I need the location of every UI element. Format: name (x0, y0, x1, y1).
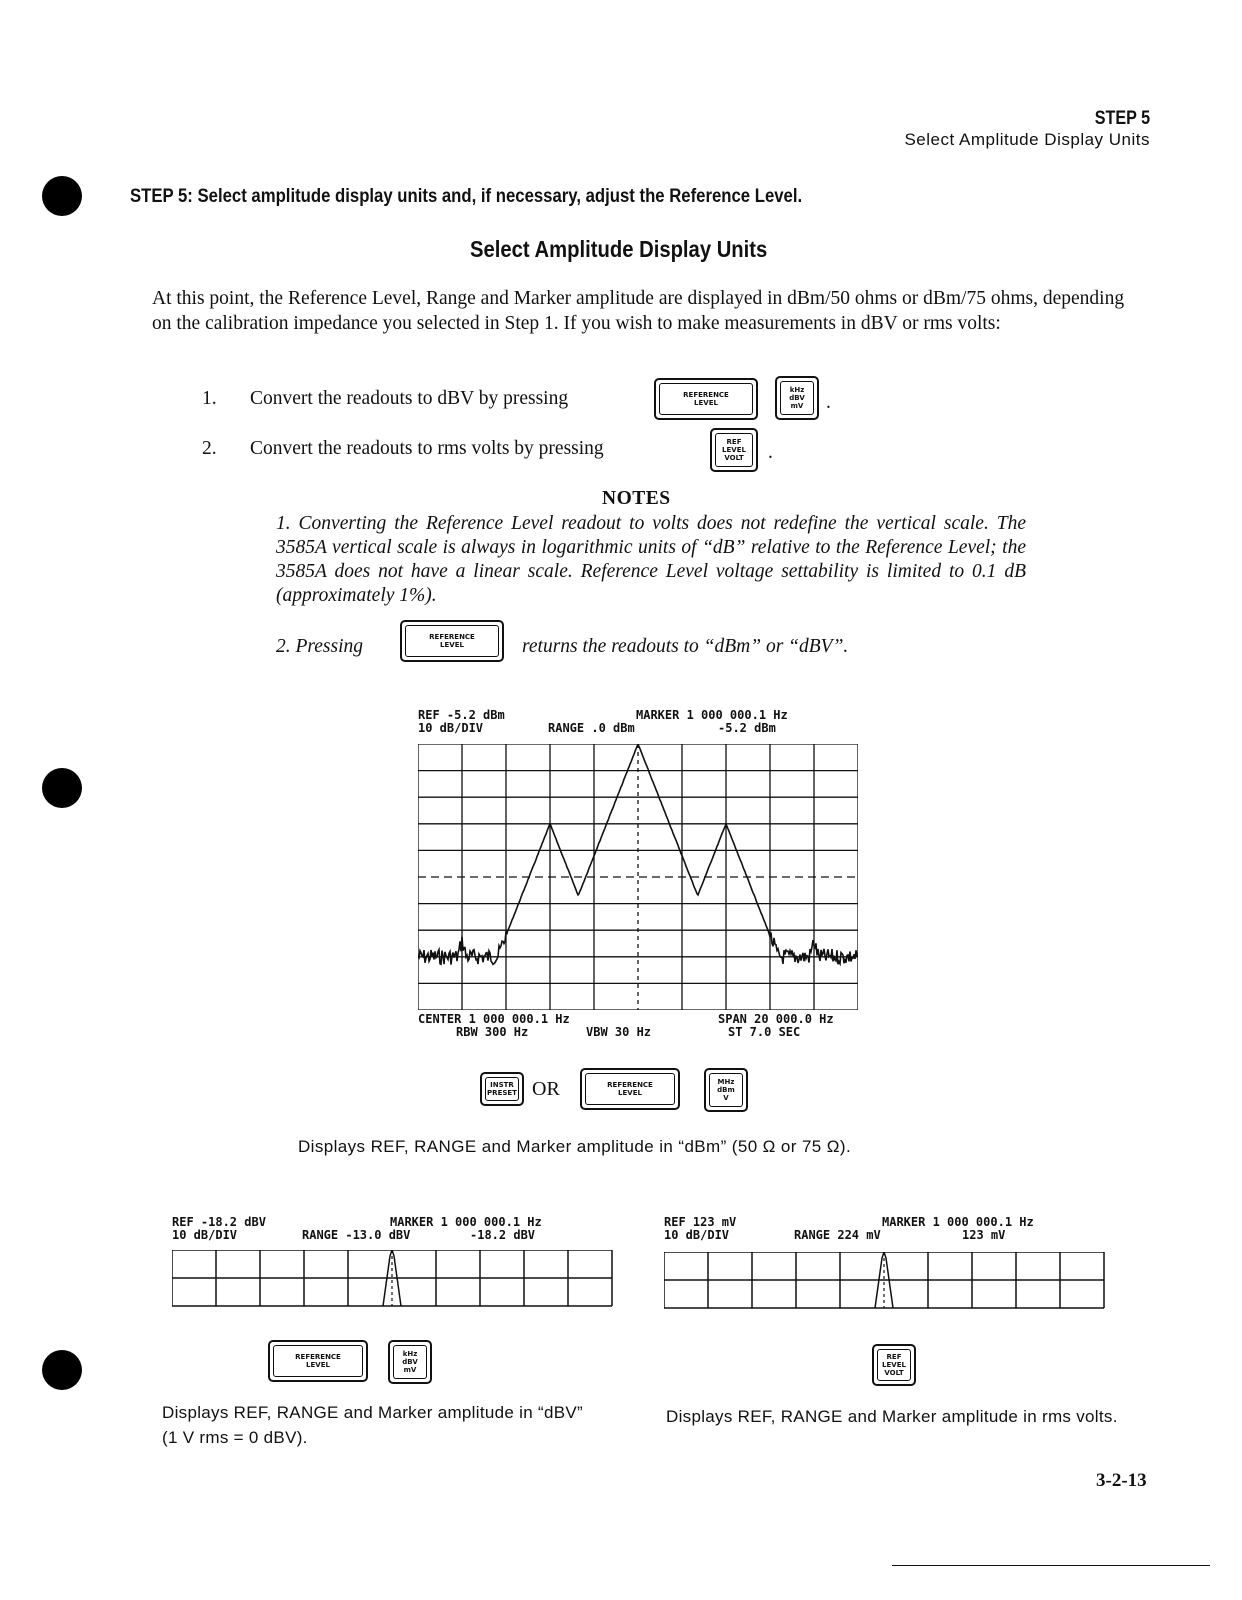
dbv-caption: Displays REF, RANGE and Marker amplitude in “dBV” (1 V rms = 0 dBV). (162, 1403, 583, 1447)
note-1: 1. Converting the Reference Level readout to volts does not redefine the vertical scale. The 3585A vertical scale is always in logarithmic units of “dB” relative to the Reference Level; the 3585A does not have a linear scale. Reference Level voltage settability is limited to 0.1 dB (approximately 1%). (276, 513, 1026, 606)
step-2-period: . (768, 442, 773, 463)
section-title: Select Amplitude Display Units (470, 236, 768, 262)
notes-title: NOTES (602, 488, 671, 509)
header-subtitle: Select Amplitude Display Units (904, 130, 1150, 149)
reference-level-key-note[interactable]: REFERENCE LEVEL (400, 620, 504, 662)
main-marker-readout: MARKER 1 000 000.1 Hz (636, 708, 788, 722)
dbv-ref-readout: REF -18.2 dBV (172, 1215, 266, 1229)
dbv-marker-readout: MARKER 1 000 000.1 Hz (390, 1215, 542, 1229)
dbv-range-readout: RANGE -13.0 dBV (302, 1228, 411, 1242)
step-1-text: Convert the readouts to dBV by pressing (250, 388, 569, 409)
dbv-display-strip (172, 1250, 614, 1308)
dbv-scale-readout: 10 dB/DIV (172, 1228, 238, 1242)
note-2-pre: 2. Pressing (276, 636, 364, 657)
step-2-number: 2. (202, 438, 217, 459)
dbv-mv-key[interactable]: kHz dBV mV (775, 376, 819, 420)
dbv-marker-amp-readout: -18.2 dBV (470, 1228, 536, 1242)
span-readout: SPAN 20 000.0 Hz (718, 1012, 834, 1026)
ref-level-volt-key-volt[interactable]: REF LEVEL VOLT (872, 1344, 916, 1386)
sweep-time-readout: ST 7.0 SEC (728, 1025, 801, 1039)
page-number: 3-2-13 (1096, 1470, 1147, 1491)
main-scale-readout: 10 dB/DIV (418, 721, 484, 735)
dbm-v-key[interactable]: MHz dBm V (704, 1068, 748, 1112)
reference-level-key-dbv[interactable]: REFERENCE LEVEL (268, 1340, 368, 1382)
volt-display-strip (664, 1252, 1106, 1310)
vbw-readout: VBW 30 Hz (586, 1025, 652, 1039)
punch-hole-top (42, 176, 82, 216)
header-step: STEP 5 (1094, 108, 1150, 129)
footer-rule (892, 1565, 1210, 1566)
reference-level-key[interactable]: REFERENCE LEVEL (654, 378, 758, 420)
volt-scale-readout: 10 dB/DIV (664, 1228, 730, 1242)
punch-hole-bottom (42, 1350, 82, 1390)
volt-caption: Displays REF, RANGE and Marker amplitude in rms volts. (666, 1407, 1118, 1426)
volt-ref-readout: REF 123 mV (664, 1215, 737, 1229)
spectrum-grid (418, 744, 858, 1010)
step-1-period: . (826, 392, 831, 413)
center-readout: CENTER 1 000 000.1 Hz (418, 1012, 570, 1026)
volt-grid (664, 1252, 1104, 1308)
volt-range-readout: RANGE 224 mV (794, 1228, 881, 1242)
step-2-text: Convert the readouts to rms volts by pressing (250, 438, 604, 459)
dbv-mv-key-dbv[interactable]: kHz dBV mV (388, 1340, 432, 1384)
rbw-readout: RBW 300 Hz (456, 1025, 529, 1039)
dbv-grid (172, 1250, 612, 1306)
volt-marker-amp-readout: 123 mV (962, 1228, 1006, 1242)
intro-paragraph: At this point, the Reference Level, Range and Marker amplitude are displayed in dBm/50 ohms or dBm/75 ohms, depending on the calibration impedance you selected in Step 1. If you wish to make measurements in dBV or rms volts: (152, 288, 1125, 334)
step-heading: STEP 5: Select amplitude display units and, if necessary, adjust the Reference Level. (130, 186, 803, 207)
or-label: OR (532, 1078, 560, 1100)
reference-level-key-main[interactable]: REFERENCE LEVEL (580, 1068, 680, 1110)
main-marker-amp-readout: -5.2 dBm (718, 721, 776, 735)
ref-level-volt-key[interactable]: REF LEVEL VOLT (710, 428, 758, 472)
note-2-post: returns the readouts to “dBm” or “dBV”. (522, 636, 849, 657)
instr-preset-key[interactable]: INSTR PRESET (480, 1072, 524, 1106)
volt-marker-readout: MARKER 1 000 000.1 Hz (882, 1215, 1034, 1229)
main-ref-readout: REF -5.2 dBm (418, 708, 505, 722)
spectrum-plot (418, 744, 858, 1010)
step-1-number: 1. (202, 388, 217, 409)
main-range-readout: RANGE .0 dBm (548, 721, 635, 735)
main-caption: Displays REF, RANGE and Marker amplitude in “dBm” (50 Ω or 75 Ω). (298, 1137, 852, 1156)
punch-hole-middle (42, 768, 82, 808)
